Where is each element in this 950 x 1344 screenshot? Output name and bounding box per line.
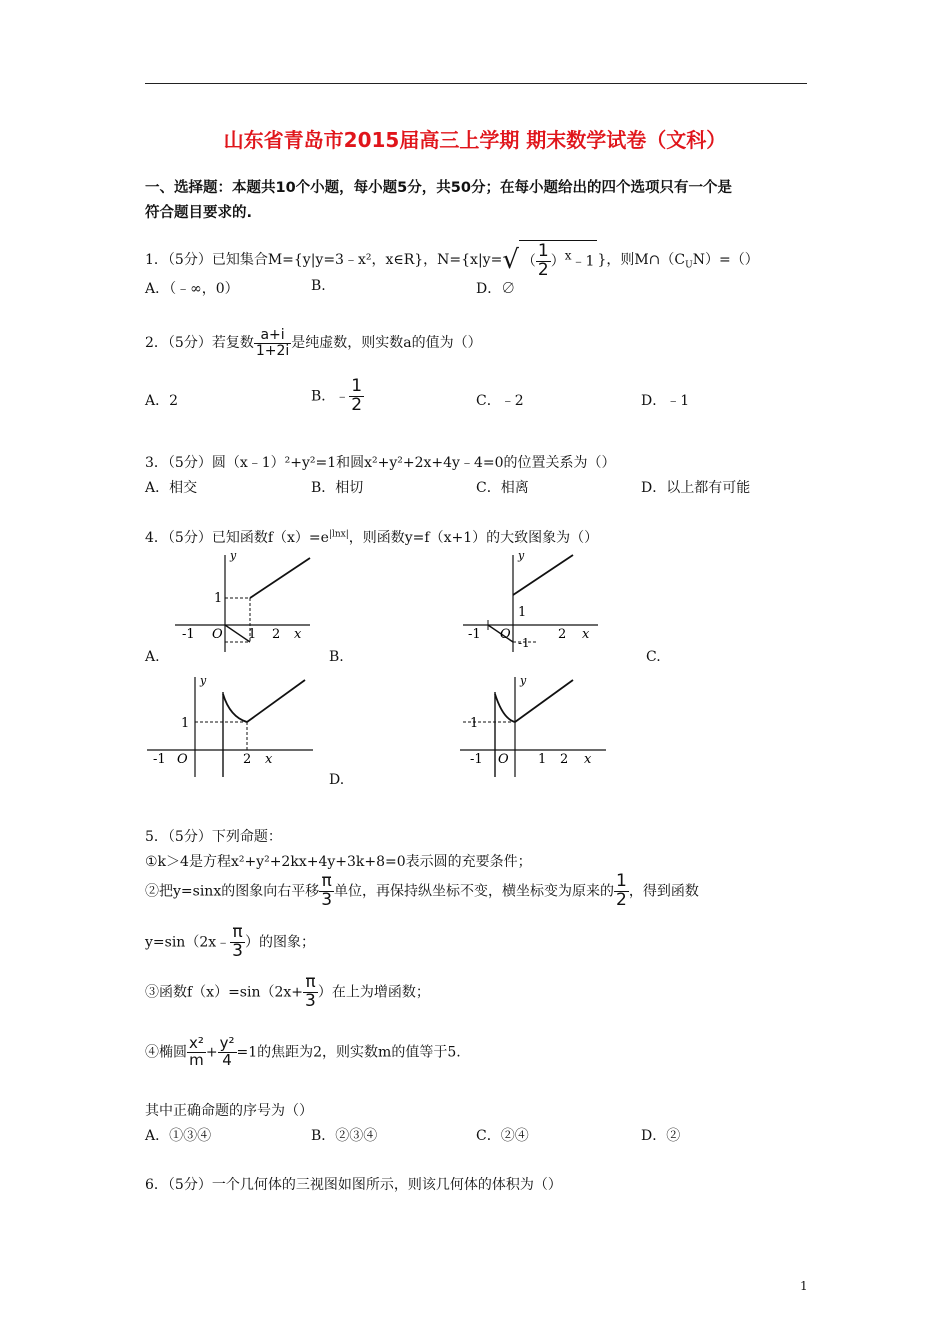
graph-d — [458, 672, 608, 780]
graph-b-x-label: x — [582, 627, 590, 642]
q4-option-a: A. — [145, 649, 160, 665]
q1-text-pre: 1．（5分）已知集合M={y|y=3﹣x²，x∈R}，N={x|y= — [145, 251, 503, 268]
question-4: 4．（5分）已知函数$f(x)=e^{|lnx|}$，则函数y=f（x+1）的大致图象为（） — [145, 529, 599, 546]
graph-c — [145, 672, 315, 780]
graph-a-neg1: -1 — [182, 627, 195, 642]
graph-b — [458, 550, 603, 655]
graph-c-x-label: x — [265, 752, 273, 767]
graph-b-neg1-y: -1 — [518, 636, 530, 650]
q5-ask: 其中正确命题的序号为（） — [145, 1103, 313, 1119]
q3-option-b: B．相切 — [311, 480, 364, 496]
graph-b-one: 1 — [518, 605, 527, 620]
q5-option-d: D．② — [641, 1128, 681, 1144]
q1-text-post: }，则M∩（C — [597, 251, 686, 268]
graph-d-two: 2 — [560, 752, 569, 767]
graph-a-one: 1 — [214, 591, 223, 606]
q5-statement-1: ①k＞4是方程x²+y²+2kx+4y+3k+8=0表示圆的充要条件； — [145, 854, 532, 870]
q5-statement-3: ③函数f（x）=sin（2x+ $\frac{\pi}{3}$ ）在上为增函数； — [145, 972, 430, 1011]
question-3: 3．（5分）圆（x﹣1）²+y²=1和圆x²+y²+2x+4y﹣4=0的位置关系为（） — [145, 455, 616, 471]
q5-statement-4: ④椭圆 $\frac{\text{x²}}{m}$ + $\frac{\text{y²}}{4}$ =1的焦距为2，则实数m的值等于5. — [145, 1034, 461, 1069]
q2-option-b: B．﹣ $\frac{1}{2}$ — [311, 376, 363, 415]
question-2: 2．（5分）若复数 $\frac{a+i}{1+2i}$ 是纯虚数，则实数a的值为（） — [145, 327, 482, 359]
q2-fraction: $\frac{a+i}{1+2i}$ — [255, 327, 290, 359]
question-5-head: 5．（5分）下列命题： — [145, 829, 282, 845]
graph-d-neg1: -1 — [470, 752, 483, 767]
question-1: 1．（5分）已知集合M={y|y=3﹣x²，x∈R}，N={x|y=√ （ $\frac{1}{2}$ ）$^x$﹣1 }，则$M\cap(C_UN)=()$ — [145, 241, 759, 280]
graph-a-two: 2 — [272, 627, 281, 642]
q4-option-c: C. — [646, 649, 661, 665]
graph-a — [170, 550, 315, 655]
header-rule — [145, 83, 807, 84]
radicand: （ $\frac{1}{2}$ ）$^x$﹣1 — [519, 240, 598, 280]
q3-option-d: D．以上都有可能 — [641, 480, 751, 496]
sqrt-sign: √ — [502, 244, 519, 275]
graph-c-origin: O — [177, 752, 188, 767]
q1-fraction: $\frac{1}{2}$ — [537, 241, 549, 280]
q3-option-c: C．相离 — [476, 480, 529, 496]
page-title: 山东省青岛市2015届高三上学期 期末数学试卷（文科） — [223, 128, 727, 152]
graph-a-origin: O — [212, 627, 223, 642]
graph-c-two: 2 — [243, 752, 252, 767]
graph-a-y-label: y — [230, 550, 237, 562]
graph-c-y-label: y — [200, 674, 207, 687]
graph-d-x-label: x — [584, 752, 592, 767]
page-number: 1 — [800, 1279, 808, 1293]
q5-option-a: A．①③④ — [145, 1128, 212, 1144]
q4-option-b: B. — [329, 649, 344, 665]
graph-c-one: 1 — [181, 716, 190, 731]
q5-option-c: C．②④ — [476, 1128, 529, 1144]
graph-d-one: 1 — [470, 716, 479, 731]
q2-option-c: C．﹣2 — [476, 393, 524, 409]
q2-option-d: D．﹣1 — [641, 393, 690, 409]
graph-a-x-label: x — [294, 627, 302, 642]
q5-statement-2b: y=sin（2x﹣ $\frac{\pi}{3}$ ）的图象； — [145, 922, 315, 961]
q1-option-a: A．（﹣∞，0） — [145, 281, 239, 297]
graph-d-one-x: 1 — [538, 752, 547, 767]
q5-statement-2: ②把y=sinx的图象向右平移 $\frac{\pi}{3}$ 单位，再保持纵坐标不变，横坐标变为原来的 $\frac{1}{2}$ ，得到函数 — [145, 871, 699, 910]
graph-b-neg1: -1 — [468, 627, 481, 642]
graph-d-y-label: y — [520, 674, 527, 687]
graph-c-neg1: -1 — [153, 752, 166, 767]
section-heading-line2: 符合题目要求的. — [145, 205, 253, 221]
q2-option-a: A．2 — [145, 393, 179, 409]
graph-a-one-x: 1 — [248, 627, 257, 642]
graph-d-origin: O — [498, 752, 509, 767]
q1-option-d: D．∅ — [476, 281, 516, 297]
q4-option-d: D. — [329, 772, 345, 788]
question-6: 6．（5分）一个几何体的三视图如图所示，则该几何体的体积为（） — [145, 1177, 562, 1193]
graph-b-origin: O — [500, 627, 511, 642]
q5-option-b: B．②③④ — [311, 1128, 378, 1144]
section-heading-line1: 一、选择题：本题共10个小题，每小题5分，共50分；在每小题给出的四个选项只有一个是 — [145, 180, 732, 196]
q3-option-a: A．相交 — [145, 480, 198, 496]
graph-b-two: 2 — [558, 627, 567, 642]
q1-option-b: B. — [311, 278, 326, 294]
graph-b-y-label: y — [518, 550, 525, 562]
